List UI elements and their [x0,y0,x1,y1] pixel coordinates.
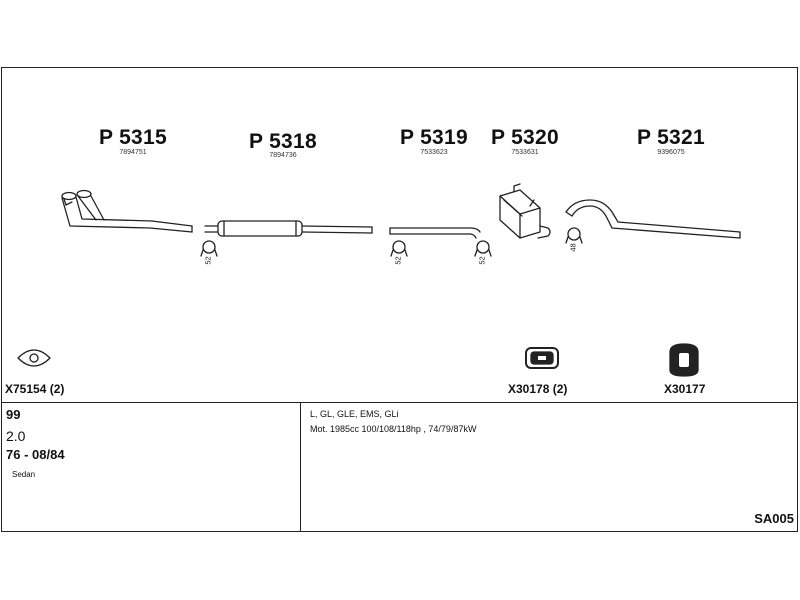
rubber-ring-icon [670,344,698,376]
accessory-label-x30178: X30178 (2) [508,382,568,396]
oem-number-p5319: 7533623 [420,149,448,156]
gasket-icon [18,350,50,366]
clamp-label-2: 52 [393,256,403,265]
rear-silencer-drawing [500,184,550,238]
accessory-label-x75154: X75154 (2) [5,382,65,396]
part-number-p5320: P 5320 [491,126,559,149]
intermediate-pipe-drawing [390,228,480,238]
part-number-p5315: P 5315 [99,126,167,149]
body-type: Sedan [12,470,36,479]
model-variants: L, GL, GLE, EMS, GLi [310,409,399,419]
part-number-p5321: P 5321 [637,126,705,149]
rubber-mount-icon [526,348,558,368]
clamp-label-3: 52 [477,256,487,265]
oem-number-p5320: 7533631 [511,149,539,156]
part-number-p5319: P 5319 [400,126,468,149]
clamp-icon-3 [475,241,491,256]
production-years: 76 - 08/84 [6,447,65,462]
clamp-label-4: 48 [568,243,578,252]
oem-number-p5321: 9396075 [657,149,685,156]
clamp-label-1: 52 [203,256,213,265]
system-code: SA005 [754,511,794,526]
accessory-label-x30177: X30177 [664,382,706,396]
clamp-icon-2 [391,241,407,256]
tail-pipe-drawing [566,200,740,238]
oem-number-p5315: 7894751 [119,149,147,156]
front-pipe-drawing [62,191,192,233]
clamp-icon-1 [201,241,217,256]
clamp-icon-4 [566,228,582,243]
motor-specs: Mot. 1985cc 100/108/118hp , 74/79/87kW [310,424,477,434]
oem-number-p5318: 7894736 [269,152,297,159]
engine-size: 2.0 [6,428,26,444]
middle-silencer-drawing [205,221,372,236]
vehicle-model: 99 [6,407,21,422]
part-number-p5318: P 5318 [249,130,317,153]
